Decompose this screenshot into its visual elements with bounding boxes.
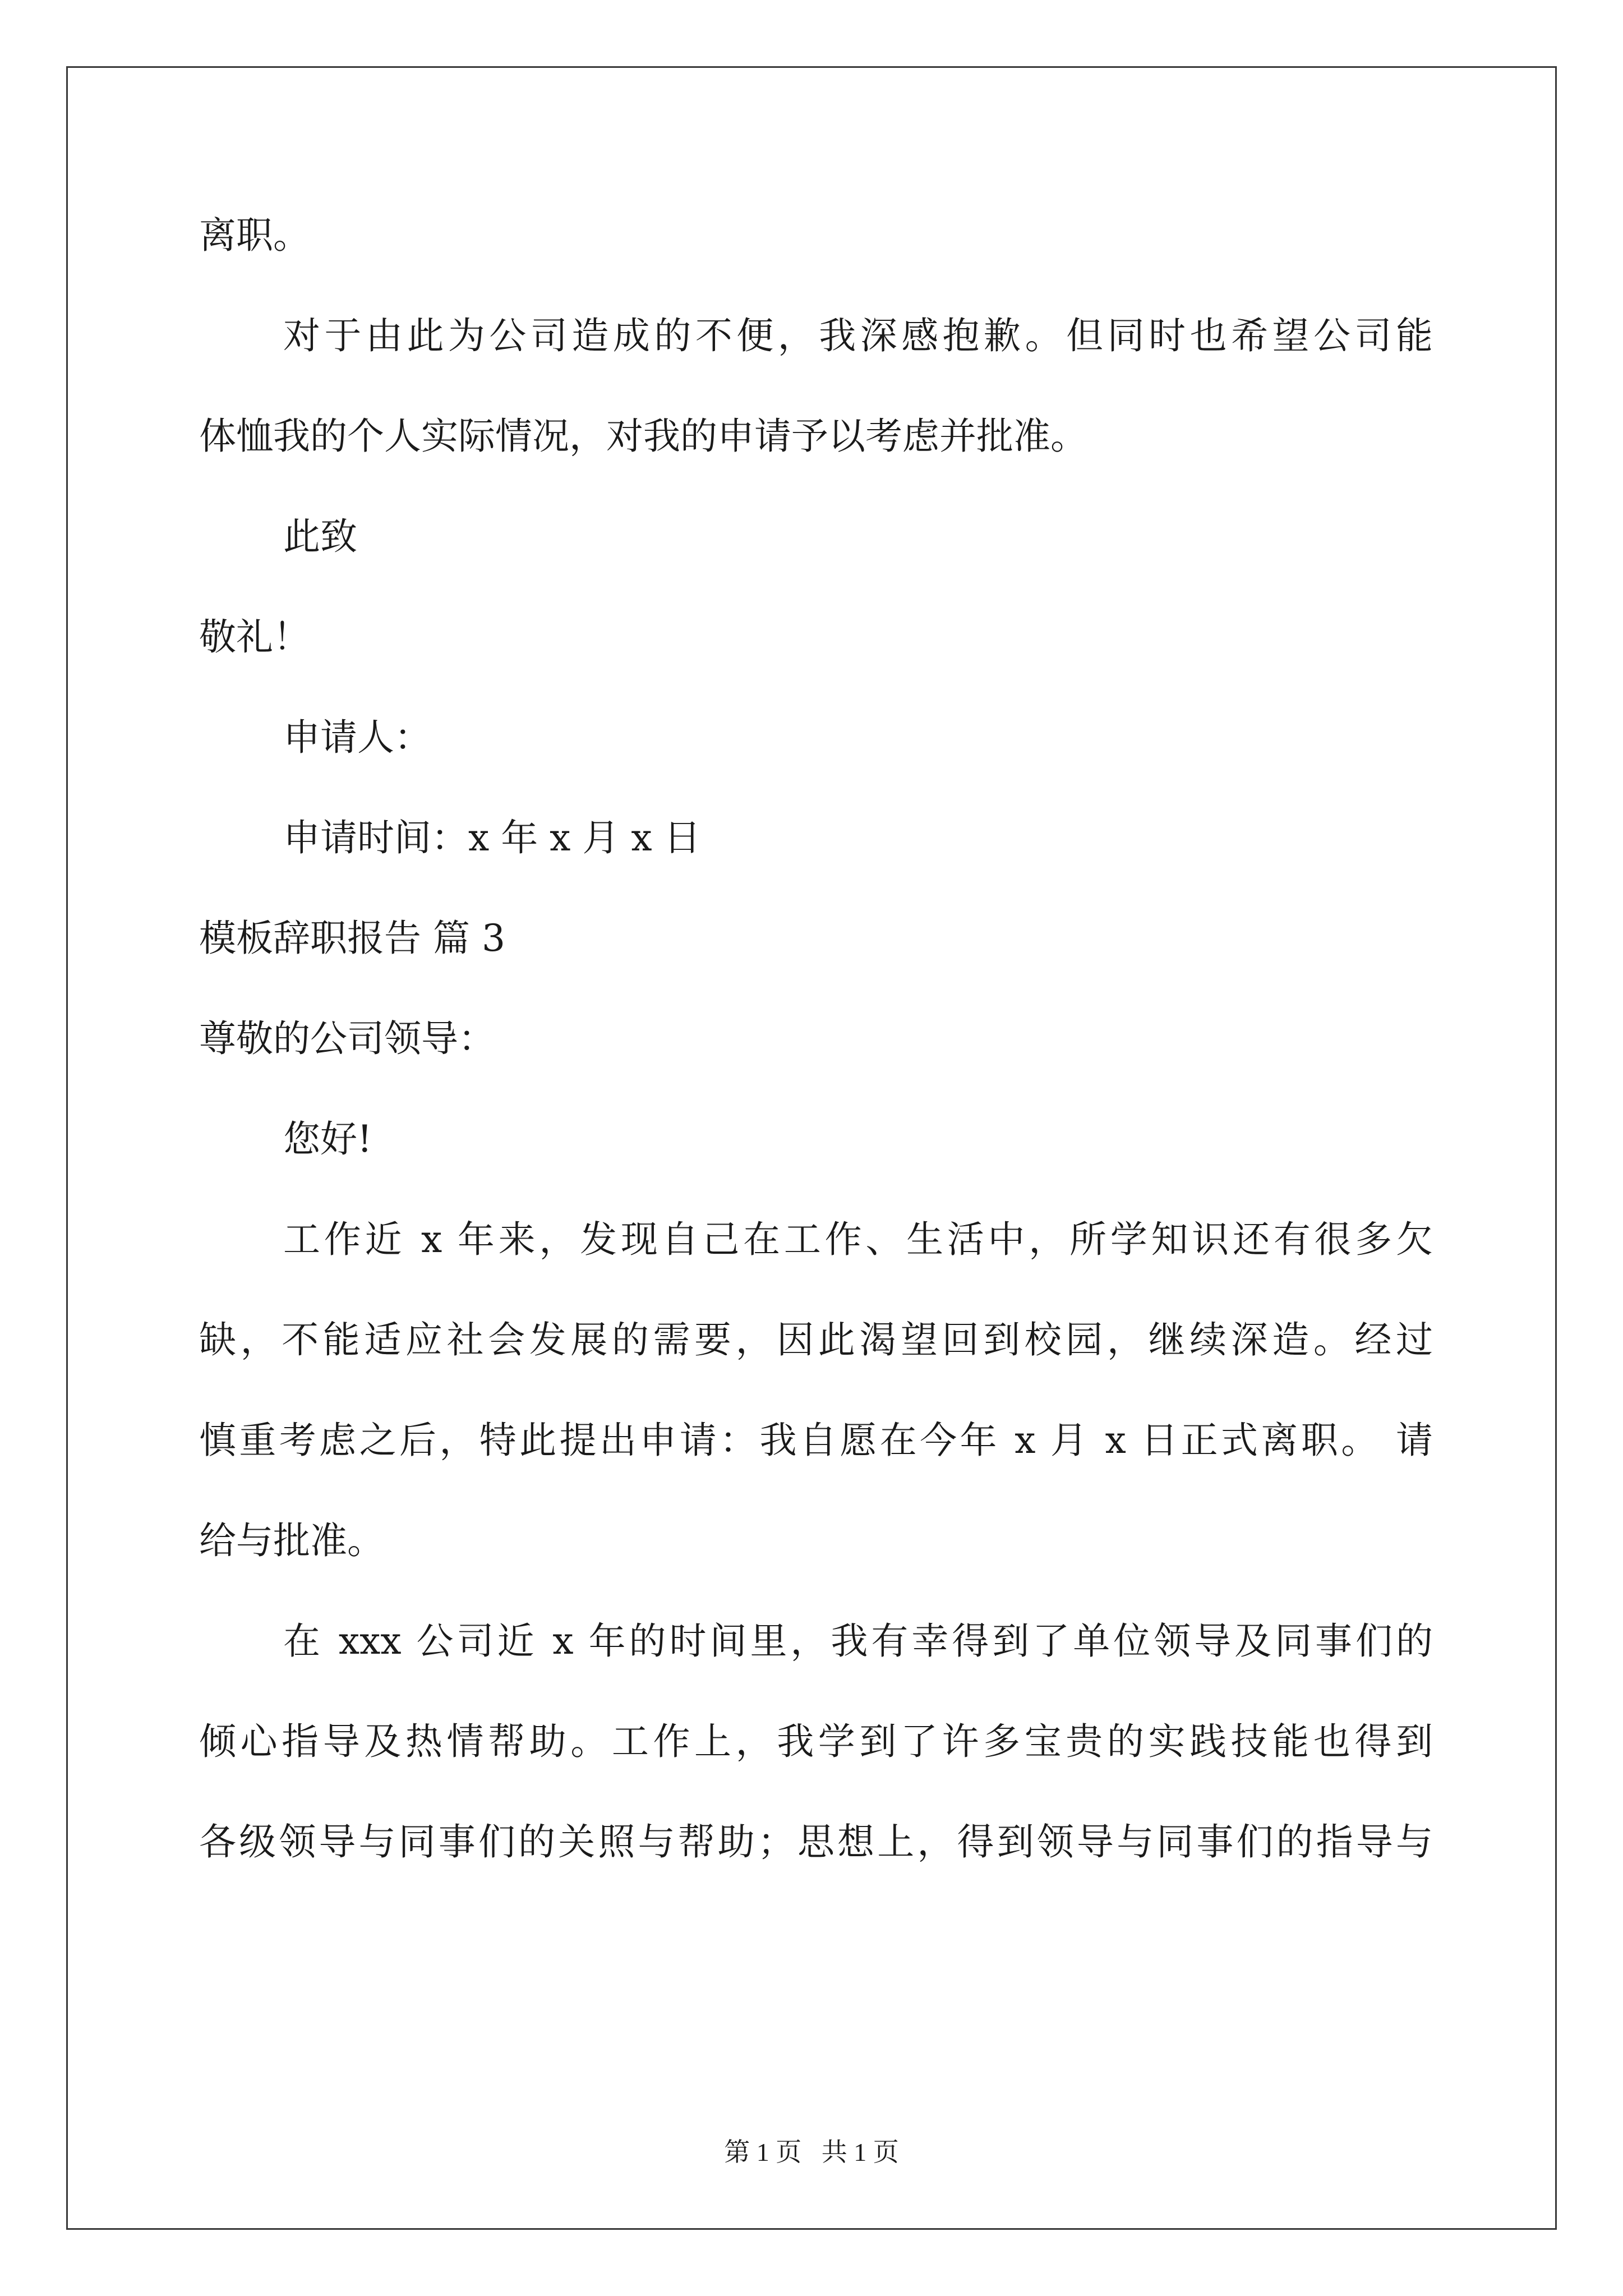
greeting: 您好! — [283, 1117, 372, 1161]
page-footer — [0, 2132, 1623, 2169]
text-line-15: 在 xxx 公司近 x 年的时间里，我有幸得到了单位领导及同事们的 — [283, 1619, 1433, 1663]
text-line-2: 对于由此为公司造成的不便，我深感抱歉。但同时也希望公司能 — [283, 314, 1433, 357]
text-line-13: 慎重考虑之后，特此提出申请：我自愿在今年 x 月 x 日正式离职。 请 — [199, 1419, 1433, 1462]
text-line-5: 敬礼！ — [199, 615, 310, 659]
text-line-4: 此致 — [283, 515, 357, 558]
text-line-16: 倾心指导及热情帮助。工作上，我学到了许多宝贵的实践技能也得到 — [199, 1720, 1433, 1763]
text-line-17: 各级领导与同事们的关照与帮助；思想上，得到领导与同事们的指导与 — [199, 1820, 1433, 1864]
text-line-7: 申请时间：x 年 x 月 x 日 — [283, 816, 701, 859]
text-line-1: 离职。 — [199, 214, 310, 257]
text-line-6: 申请人： — [283, 716, 431, 759]
page-number: 第 1 页 — [724, 2138, 802, 2166]
section-heading: 模板辞职报告 篇 3 — [199, 917, 505, 960]
salutation: 尊敬的公司领导： — [199, 1017, 495, 1060]
text-line-12: 缺，不能适应社会发展的需要，因此渴望回到校园，继续深造。经过 — [199, 1318, 1433, 1361]
text-line-14: 给与批准。 — [199, 1519, 384, 1562]
text-line-11: 工作近 x 年来，发现自己在工作、生活中，所学知识还有很多欠 — [283, 1218, 1433, 1261]
text-line-3: 体恤我的个人实际情况，对我的申请予以考虑并批准。 — [199, 415, 1087, 458]
page-total: 共 1 页 — [821, 2138, 899, 2166]
document-body — [199, 185, 1433, 1892]
